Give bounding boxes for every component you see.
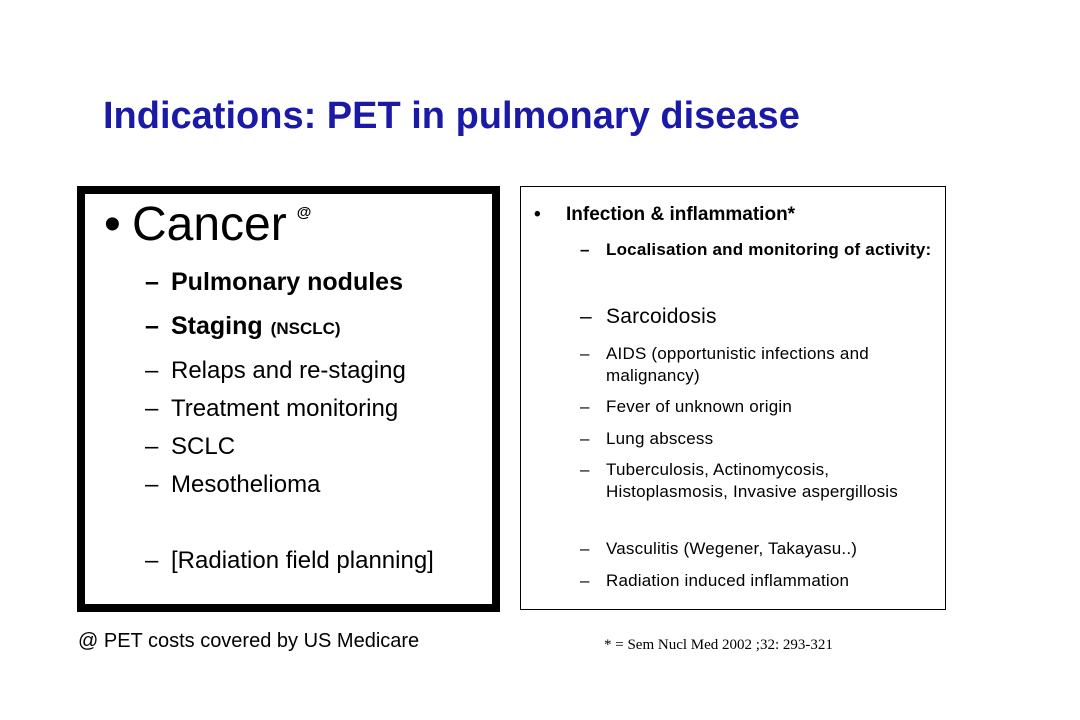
- left-item-label: Mesothelioma: [171, 471, 321, 498]
- right-item-localisation: [580, 239, 946, 261]
- dash-icon: –: [580, 429, 590, 448]
- dash-icon: –: [145, 357, 159, 384]
- dash-icon: –: [580, 397, 590, 416]
- dash-icon: –: [580, 571, 590, 590]
- dash-icon: –: [145, 312, 159, 340]
- right-item-label: Sarcoidosis: [606, 305, 717, 328]
- dash-icon: –: [580, 539, 590, 558]
- right-item-label: Radiation induced inflammation: [606, 571, 850, 590]
- cancer-heading-text: Cancer: [132, 198, 287, 251]
- cancer-heading-marker: @: [296, 204, 312, 221]
- bullet-icon: •: [104, 198, 121, 251]
- infection-heading-text: Infection & inflammation*: [566, 204, 796, 225]
- right-item-label: AIDS (opportunistic infections and malignancy): [606, 344, 869, 385]
- infection-heading: [534, 204, 795, 226]
- left-item-radiation: [145, 547, 434, 575]
- right-item-label: Localisation and monitoring of activity:: [606, 240, 932, 259]
- right-item-vasculitis: [580, 538, 946, 560]
- left-item-pulmonary-nodules: [145, 268, 403, 297]
- right-item-label: Fever of unknown origin: [606, 397, 793, 416]
- dash-icon: –: [145, 547, 159, 574]
- dash-icon: –: [145, 471, 159, 498]
- right-item-fever: [580, 396, 946, 418]
- slide-title: Indications: PET in pulmonary disease: [103, 95, 800, 137]
- left-item-treatment: [145, 395, 398, 423]
- footnote-reference: * = Sem Nucl Med 2002 ;32: 293-321: [604, 637, 833, 653]
- right-item-label: Vasculitis (Wegener, Takayasu..): [606, 539, 858, 558]
- cancer-heading: [104, 197, 311, 252]
- dash-icon: –: [145, 395, 159, 422]
- bullet-icon: •: [534, 204, 541, 225]
- dash-icon: –: [580, 305, 592, 328]
- dash-icon: –: [580, 240, 590, 259]
- left-item-label: Treatment monitoring: [171, 395, 399, 422]
- dash-icon: –: [580, 460, 590, 479]
- left-item-mesothelioma: [145, 471, 320, 499]
- left-item-relaps: [145, 357, 406, 385]
- left-item-label: Relaps and re-staging: [171, 357, 406, 384]
- left-item-label: [Radiation field planning]: [171, 547, 434, 574]
- left-item-label: Staging: [171, 312, 263, 340]
- left-item-sclc: [145, 433, 235, 461]
- left-item-suffix: (NSCLC): [270, 319, 341, 338]
- right-item-radiation: [580, 570, 946, 592]
- right-item-aids: [580, 343, 946, 387]
- dash-icon: –: [145, 433, 159, 460]
- right-item-label: Tuberculosis, Actinomycosis, Histoplasmosis, Invasive aspergillosis: [606, 460, 898, 501]
- footnote-medicare: @ PET costs covered by US Medicare: [78, 630, 420, 652]
- right-item-abscess: [580, 428, 946, 450]
- right-item-tuberculosis: [580, 459, 936, 503]
- dash-icon: –: [580, 344, 590, 363]
- left-item-label: Pulmonary nodules: [171, 268, 403, 296]
- left-item-staging: [145, 312, 341, 341]
- left-item-label: SCLC: [171, 433, 236, 460]
- dash-icon: –: [145, 268, 159, 296]
- right-item-label: Lung abscess: [606, 429, 714, 448]
- right-item-sarcoidosis: [580, 306, 946, 328]
